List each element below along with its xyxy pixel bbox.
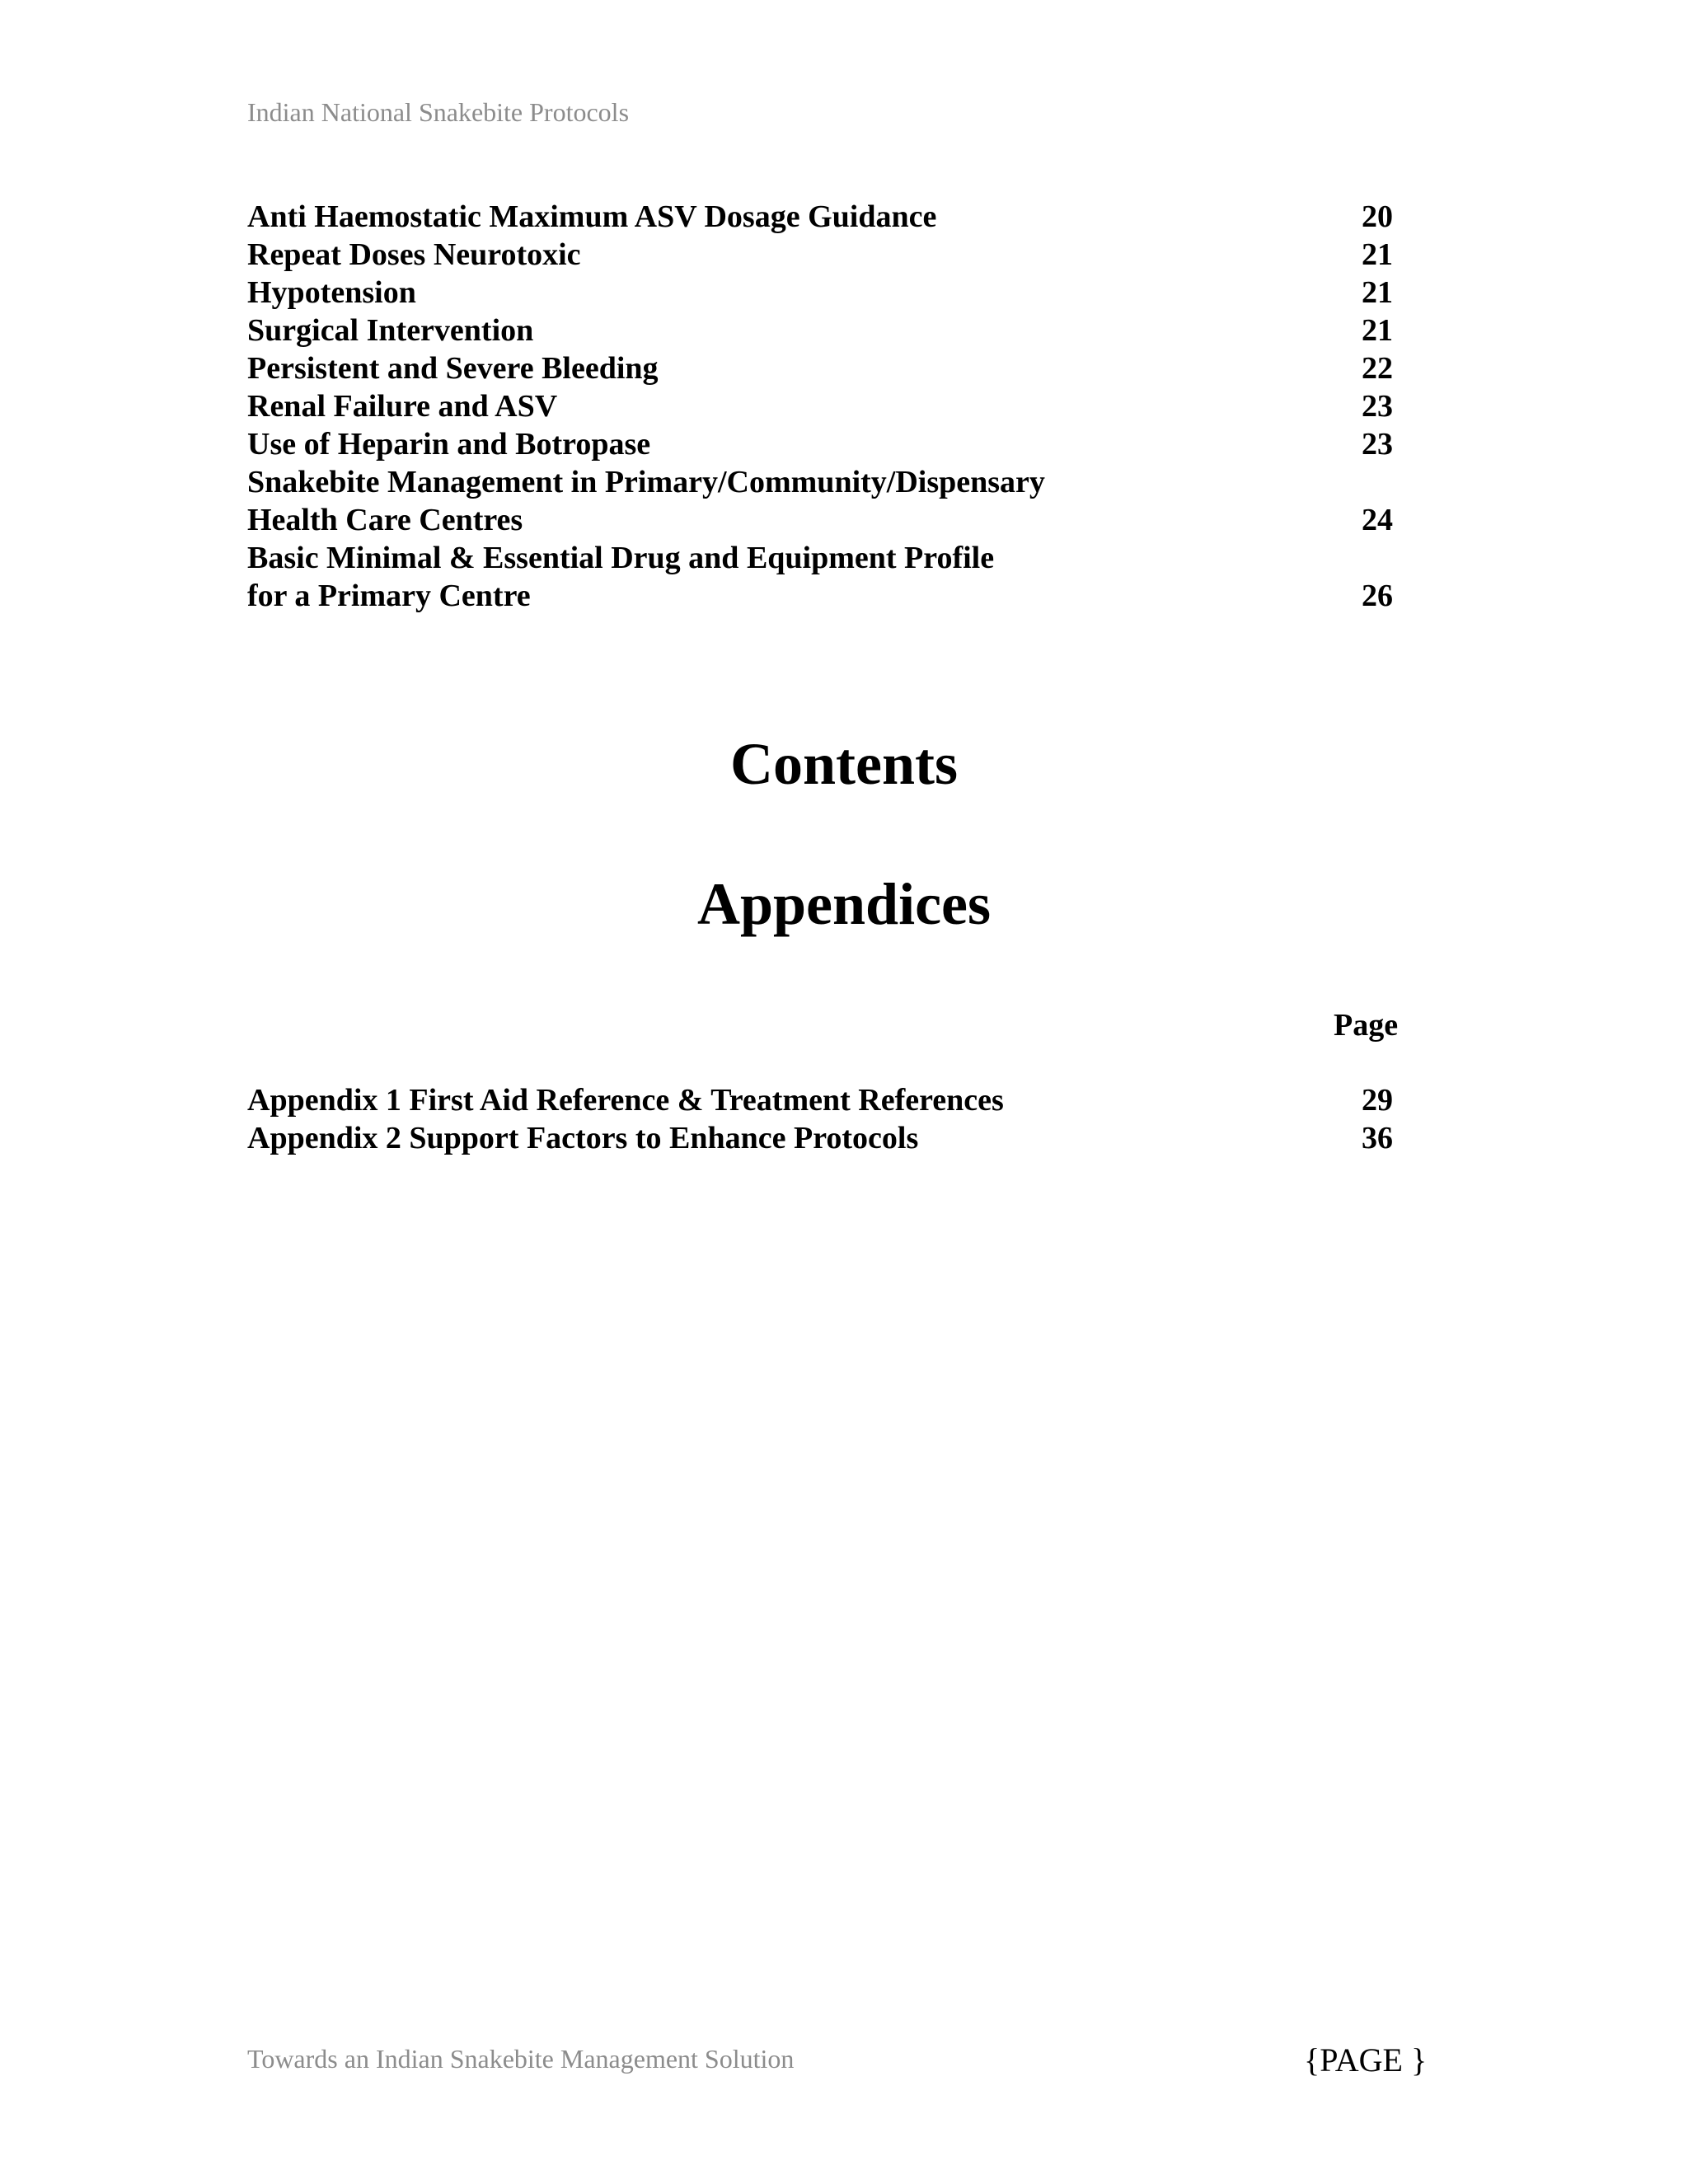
toc-entry	[247, 463, 1418, 501]
contents-heading: Contents	[729, 731, 958, 797]
toc-entry	[247, 236, 1418, 274]
toc-entry-page: 21	[1362, 275, 1393, 310]
toc-entry	[247, 274, 1418, 312]
toc-entry	[247, 425, 1418, 463]
page-number-field: {PAGE }	[1304, 2041, 1428, 2079]
toc-entry-title: Repeat Doses Neurotoxic	[247, 237, 581, 272]
toc-entry-title: Renal Failure and ASV	[247, 389, 558, 424]
toc-entry-title: Appendix 1 First Aid Reference & Treatment References	[247, 1083, 1004, 1118]
toc-entry-page: 21	[1362, 237, 1393, 272]
toc-entry-title: Appendix 2 Support Factors to Enhance Protocols	[247, 1121, 919, 1155]
toc-entry	[247, 577, 1418, 615]
toc-entry-title: Anti Haemostatic Maximum ASV Dosage Guidance	[247, 199, 937, 234]
running-footer: Towards an Indian Snakebite Management Solution	[247, 2044, 795, 2074]
toc-entry-page: 26	[1362, 579, 1393, 613]
toc-entry-page: 22	[1362, 351, 1393, 386]
toc-entry-title: Persistent and Severe Bleeding	[247, 351, 659, 386]
toc-entry-page: 29	[1362, 1083, 1393, 1118]
toc-entry	[247, 387, 1418, 425]
toc-entry-title: Snakebite Management in Primary/Community/Dispensary	[247, 465, 1045, 499]
toc-entry-page: 23	[1362, 427, 1393, 462]
toc-entry-page: 23	[1362, 389, 1393, 424]
toc-entry-page: 24	[1362, 503, 1393, 537]
page-column-label: Page	[1334, 1008, 1399, 1043]
toc-entry-title: for a Primary Centre	[247, 579, 531, 613]
toc-entry-title: Use of Heparin and Botropase	[247, 427, 651, 462]
toc-entry-title: Hypotension	[247, 275, 416, 310]
toc-entry	[247, 312, 1418, 349]
toc-entry	[247, 1081, 1418, 1119]
toc-entry-title: Surgical Intervention	[247, 313, 534, 348]
toc-list-main	[247, 198, 1418, 615]
toc-entry-page: 36	[1362, 1121, 1393, 1155]
toc-entry	[247, 349, 1418, 387]
toc-entry	[247, 501, 1418, 539]
running-header: Indian National Snakebite Protocols	[247, 97, 630, 127]
toc-entry	[247, 1119, 1418, 1157]
toc-entry-page: 21	[1362, 313, 1393, 348]
toc-list-appendices	[247, 1081, 1418, 1157]
toc-entry	[247, 539, 1418, 577]
toc-entry-page: 20	[1362, 199, 1393, 234]
toc-entry-title: Health Care Centres	[247, 503, 523, 537]
appendices-heading: Appendices	[696, 871, 992, 937]
toc-entry	[247, 198, 1418, 236]
toc-entry-title: Basic Minimal & Essential Drug and Equipment Profile	[247, 541, 995, 575]
